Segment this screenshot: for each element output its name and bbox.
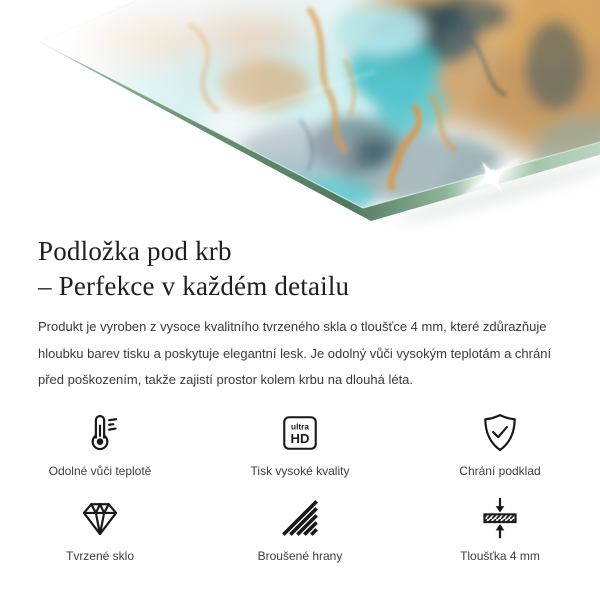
product-image-glass-panel [0,0,600,232]
ultra-hd-icon-text-bottom: HD [290,430,310,446]
ultra-hd-icon [279,410,321,456]
title-line-1: Podložka pod krb [38,236,232,266]
feature-label: Broušené hrany [257,548,343,563]
feature-polished-edges [200,495,400,564]
feature-label: Odolné vůči teplotě [48,463,152,478]
feature-protects-surface [400,410,600,479]
thickness-arrows-icon [478,495,522,541]
feature-label: Tisk vysoké kvality [250,463,350,478]
title-line-2: – Perfekce v každém detailu [38,271,350,301]
feature-print-quality [200,410,400,479]
product-description: Produkt je vyroben z vysoce kvalitního tvrzeného skla o tloušťce 4 mm, které zdůrazňuje hloubku barev tisku a poskytuje elegantní lesk. Je odolný vůči vysokým teplotám a chrání před poškozením, takže zajistí prostor kolem krbu na dlouhá léta. [38,319,552,387]
glass-panel-illustration [0,0,600,232]
feature-thickness [400,495,600,564]
ultra-hd-icon-text-top: ultra [291,421,309,431]
feature-label: Chrání podklad [459,463,541,478]
diamond-icon [78,495,122,541]
beveled-edges-icon [279,495,321,541]
feature-heat-resistant [0,410,200,479]
thermometer-icon [78,410,122,456]
features-grid [0,410,600,564]
feature-tempered-glass [0,495,200,564]
product-copy [0,234,600,564]
feature-label: Tvrzené sklo [65,548,135,563]
page-title [38,234,562,304]
feature-label: Tloušťka 4 mm [460,548,540,563]
shield-check-icon [478,410,522,456]
